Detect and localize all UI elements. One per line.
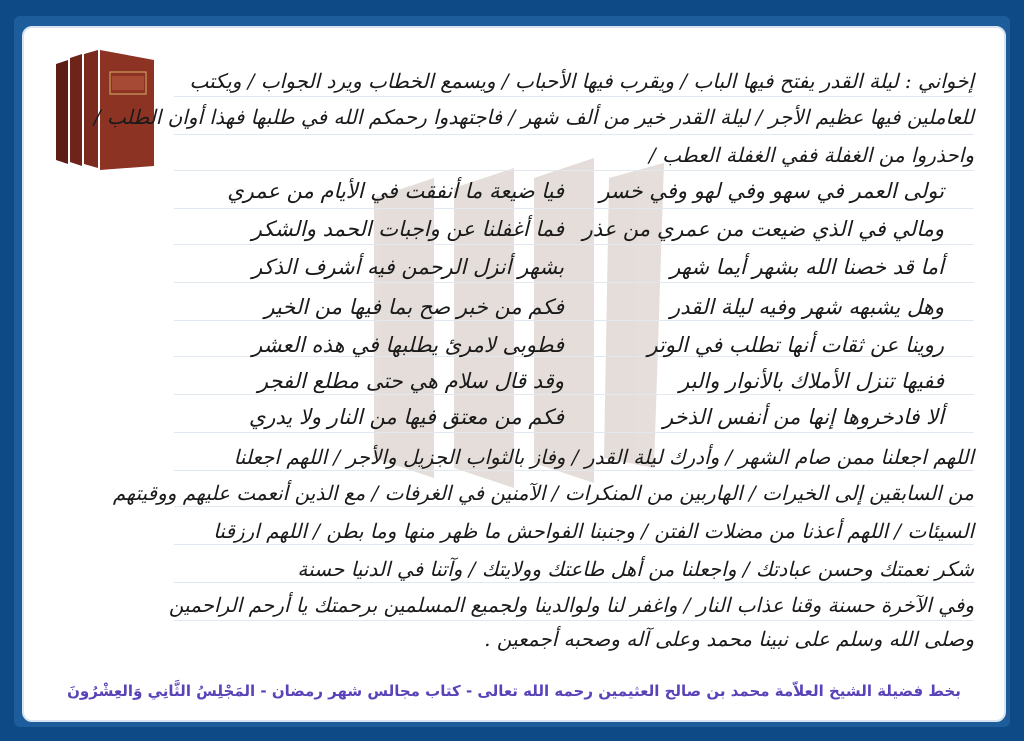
verse-first-half: ففيها تنزل الأملاك بالأنوار والبر — [679, 369, 944, 393]
manuscript-card — [22, 26, 1006, 722]
verse-first-half: روينا عن ثقات أنها تطلب في الوتر — [647, 333, 944, 357]
prose-line: اللهم اجعلنا ممن صام الشهر / وأدرك ليلة القدر / وفاز بالثواب الجزيل والأجر / اللهم اجعلنا — [233, 445, 974, 469]
handwritten-text — [93, 60, 974, 651]
verse-first-half: ألا فادخروها إنها من أنفس الذخر — [662, 405, 944, 429]
prose-line: واحذروا من الغفلة ففي الغفلة العطب / — [649, 143, 974, 167]
verse-second-half: فيا ضيعة ما أنفقت في الأيام من عمري — [227, 179, 564, 203]
source-caption: بخط فضيلة الشيخ العلاّمة محمد بن صالح العثيمين رحمه الله تعالى - كتاب مجالس شهر رمضان - المَجْلِسُ الثَّانِي وَالعِشْرُونَ — [67, 682, 961, 700]
verse-first-half: أما قد خصنا الله بشهر أيما شهر — [670, 255, 944, 279]
verse-row — [224, 292, 944, 326]
verse-first-half: تولى العمر في سهو وفي لهو وفي خسر — [599, 179, 944, 203]
prose-line: وصلى الله وسلم على نبينا محمد وعلى آله وصحبه أجمعين . — [484, 627, 974, 651]
verse-row — [224, 366, 944, 400]
verse-row — [224, 402, 944, 436]
verse-second-half: فطوبى لامرئ يطلبها في هذه العشر — [252, 333, 564, 357]
prose-line: شكر نعمتك وحسن عبادتك / واجعلنا من أهل طاعتك وولايتك / وآتنا في الدنيا حسنة — [297, 557, 974, 581]
verse-second-half: بشهر أنزل الرحمن فيه أشرف الذكر — [252, 255, 564, 279]
verse-second-half: فكم من معتق فيها من النار ولا يدري — [248, 405, 564, 429]
verse-row — [224, 176, 944, 210]
prose-line: إخواني : ليلة القدر يفتح فيها الباب / ويقرب فيها الأحباب / ويسمع الخطاب ويرد الجواب / ويكتب — [189, 69, 974, 93]
prose-line: وفي الآخرة حسنة وقنا عذاب النار / واغفر لنا ولوالدينا ولجميع المسلمين برحمتك يا أرحم الراحمين — [168, 593, 974, 617]
verse-row — [224, 252, 944, 286]
prose-line: للعاملين فيها عظيم الأجر / ليلة القدر خير من ألف شهر / فاجتهدوا رحمكم الله في طلبها فهذا أوان الطلب / — [93, 105, 974, 129]
verse-row — [224, 330, 944, 364]
lined-paper — [93, 60, 974, 651]
verse-second-half: فكم من خبر صح بما فيها من الخير — [264, 295, 564, 319]
verse-row — [224, 214, 944, 248]
verse-first-half: وهل يشبهه شهر وفيه ليلة القدر — [670, 295, 944, 319]
prose-line: من السابقين إلى الخيرات / الهاربين من المنكرات / الآمنين في الغرفات / مع الذين أنعمت عليهم ووقيتهم — [112, 481, 974, 505]
verse-first-half: ومالي في الذي ضيعت من عمري من عذر — [582, 217, 944, 241]
prose-line: السيئات / اللهم أعذنا من مضلات الفتن / وجنبنا الفواحش ما ظهر منها وما بطن / اللهم ارزقنا — [213, 519, 974, 543]
verse-second-half: فما أغفلنا عن واجبات الحمد والشكر — [251, 217, 564, 241]
verse-second-half: وقد قال سلام هي حتى مطلع الفجر — [257, 369, 564, 393]
